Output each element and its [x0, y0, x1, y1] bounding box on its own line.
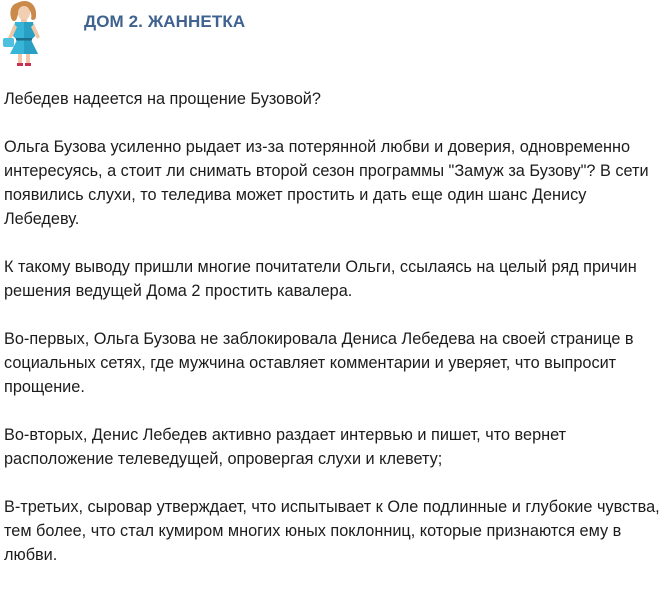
post-paragraph: Ольга Бузова усиленно рыдает из-за потерянной любви и доверия, одновременно интересуясь, а стоит ли снимать второй сезон программы "Замуж за Бузову"? В сети появились слухи, то теледива может простить и дать еще один шанс Денису Лебедеву.: [4, 138, 649, 228]
post-header: [0, 0, 670, 66]
channel-avatar[interactable]: [0, 0, 48, 66]
channel-name-link[interactable]: ДОМ 2. ЖАННЕТКА: [84, 12, 246, 31]
post-body: [4, 87, 666, 591]
post-paragraph: Во-вторых, Денис Лебедев активно раздает интервью и пишет, что вернет расположение телеведущей, опровергая слухи и клевету;: [4, 426, 567, 468]
post-paragraph: К такому выводу пришли многие почитатели Ольги, ссылаясь на целый ряд причин решения ведущей Дома 2 простить кавалера.: [4, 258, 637, 300]
post-paragraph: Во-первых, Ольга Бузова не заблокировала Дениса Лебедева на своей странице в социальных сетях, где мужчина оставляет комментарии и уверяет, что выпросит прощение.: [4, 330, 634, 396]
header-divider: [0, 66, 670, 67]
post-paragraph: В-третьих, сыровар утверждает, что испытывает к Оле подлинные и глубокие чувства, тем более, что стал кумиром многих юных поклонниц, которые признаются ему в любви.: [4, 498, 660, 564]
post-title: Лебедев надеется на прощение Бузовой?: [4, 90, 321, 108]
avatar-figure-image: [0, 0, 48, 66]
